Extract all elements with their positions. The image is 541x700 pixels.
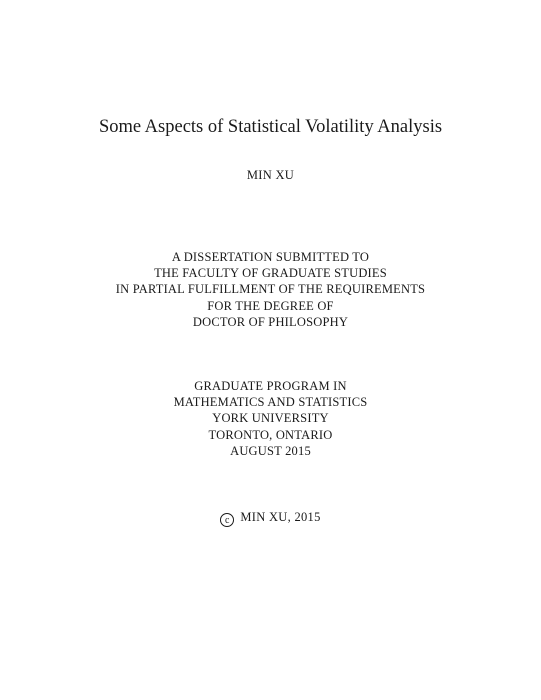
- statement-line: IN PARTIAL FULFILLMENT OF THE REQUIREMENTS: [115, 282, 426, 297]
- program-line: MATHEMATICS AND STATISTICS: [173, 395, 368, 410]
- statement-line: A DISSERTATION SUBMITTED TO: [171, 250, 370, 264]
- program-line: GRADUATE PROGRAM IN: [194, 379, 347, 393]
- copyright-notice: [0, 509, 541, 527]
- program-line: AUGUST 2015: [230, 443, 311, 458]
- author-name: MIN XU: [246, 168, 295, 182]
- program-line: TORONTO, ONTARIO: [208, 427, 333, 442]
- statement-line: DOCTOR OF PHILOSOPHY: [192, 314, 349, 329]
- copyright-icon: c: [220, 513, 234, 527]
- statement-line: FOR THE DEGREE OF: [207, 298, 334, 313]
- program-line: YORK UNIVERSITY: [212, 411, 329, 426]
- copyright-text: MIN XU, 2015: [240, 510, 321, 524]
- statement-line: THE FACULTY OF GRADUATE STUDIES: [154, 266, 387, 281]
- submission-statement: [0, 249, 541, 330]
- program-block: [0, 378, 541, 459]
- dissertation-title: Some Aspects of Statistical Volatility Analysis: [98, 117, 443, 137]
